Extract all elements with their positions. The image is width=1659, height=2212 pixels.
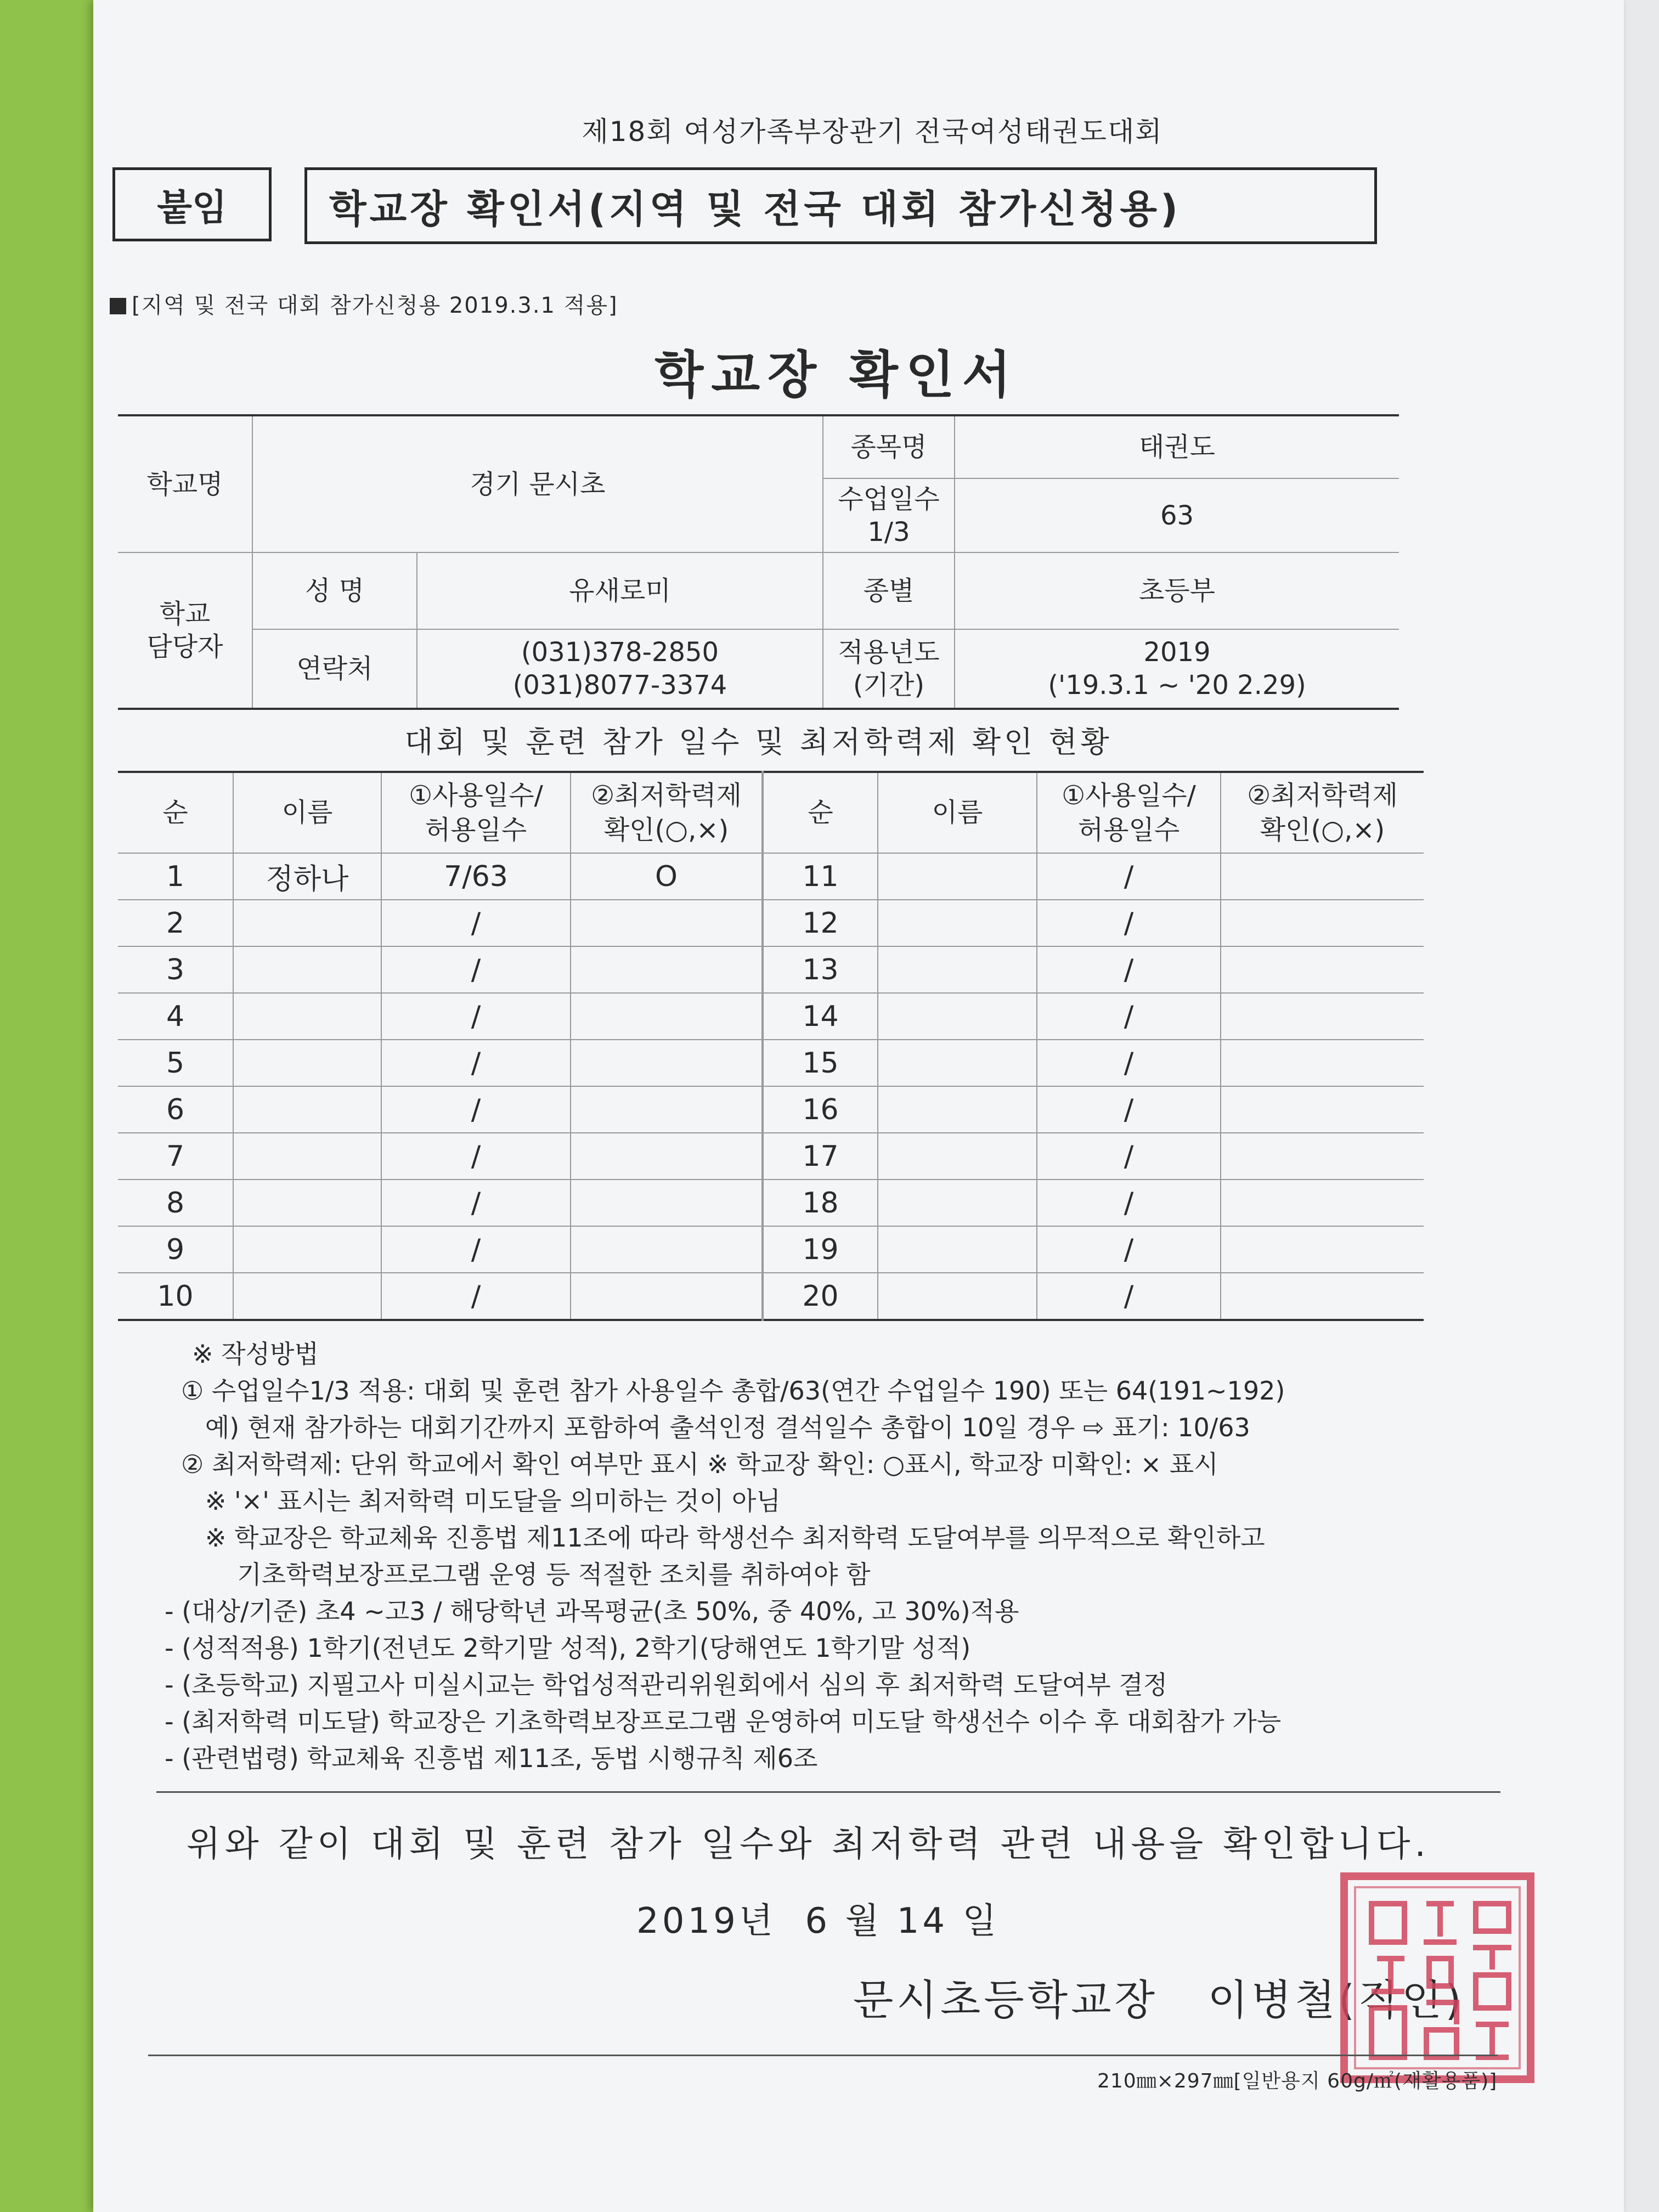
row-check (571, 993, 763, 1040)
row-days: / (1037, 1040, 1221, 1086)
instruction-line: 기초학력보장프로그램 운영 등 적절한 조치를 취하여야 함 (181, 1560, 871, 1589)
attachment-badge: 붙임 (112, 167, 272, 241)
row-check: O (571, 853, 763, 900)
col-check-line-1: ②최저학력제 (1247, 780, 1398, 811)
manager-label: 학교 담당자 (118, 552, 252, 709)
row-name (233, 1040, 381, 1086)
col-days-left (381, 772, 571, 853)
row-days: / (381, 993, 571, 1040)
col-days-line-2: 허용일수 (1077, 814, 1180, 845)
table-row (118, 946, 1424, 993)
row-days: / (381, 1133, 571, 1180)
row-check (571, 1133, 763, 1180)
row-check (1221, 1273, 1424, 1320)
row-name (233, 993, 381, 1040)
row-name (233, 1180, 381, 1226)
row-name (233, 900, 381, 946)
instruction-line: ※ 학교장은 학교체육 진흥법 제11조에 따라 학생선수 최저학력 도달여부를 의무적으로 확인하고 (181, 1523, 1265, 1553)
document-title: 학교장 확인서 (654, 346, 1019, 404)
row-days: / (381, 1040, 571, 1086)
row-name (878, 1086, 1037, 1133)
separator-line (156, 1791, 1500, 1793)
row-name (878, 946, 1037, 993)
row-no: 4 (118, 993, 233, 1040)
row-days: / (1037, 993, 1221, 1040)
row-check (571, 946, 763, 993)
contact-label: 연락처 (252, 629, 417, 709)
row-days: / (1037, 1273, 1221, 1320)
row-days: / (381, 946, 571, 993)
row-check (1221, 1180, 1424, 1226)
name-value: 유새로미 (417, 552, 823, 629)
division-value: 초등부 (955, 552, 1399, 629)
table-row (118, 900, 1424, 946)
row-check (571, 1040, 763, 1086)
row-no: 16 (763, 1086, 878, 1133)
col-days-line-1: ①사용일수/ (409, 780, 543, 811)
square-bullet-icon (110, 298, 126, 314)
row-name (233, 946, 381, 993)
year-label (823, 629, 955, 709)
table-row (118, 993, 1424, 1040)
row-days: / (1037, 1086, 1221, 1133)
row-no: 11 (763, 853, 878, 900)
year-value-period: ('19.3.1 ~ '20 2.29) (1048, 670, 1306, 701)
participation-table (118, 771, 1424, 1321)
row-no: 19 (763, 1226, 878, 1273)
school-value: 경기 문시초 (252, 415, 823, 552)
table-row (118, 1226, 1424, 1273)
row-check (571, 1273, 763, 1320)
contact-phone-1: (031)378-2850 (521, 637, 719, 668)
name-label: 성 명 (252, 552, 417, 629)
row-days: / (1037, 1180, 1221, 1226)
row-name (878, 993, 1037, 1040)
year-label-line-2: (기간) (853, 670, 925, 701)
row-name (878, 853, 1037, 900)
col-check-line-2: 확인(○,×) (603, 814, 729, 845)
row-check (1221, 946, 1424, 993)
row-check (1221, 993, 1424, 1040)
instruction-line: ※ '×' 표시는 최저학력 미도달을 의미하는 것이 아님 (181, 1486, 781, 1516)
row-name (878, 1133, 1037, 1180)
row-name (233, 1226, 381, 1273)
col-days-right (1037, 772, 1221, 853)
row-no: 5 (118, 1040, 233, 1086)
sub-note-text: [지역 및 전국 대회 참가신청용 2019.3.1 적용] (132, 293, 618, 318)
title-box: 학교장 확인서(지역 및 전국 대회 참가신청용) (304, 167, 1377, 244)
row-days: / (381, 1226, 571, 1273)
row-name (878, 1273, 1037, 1320)
year-label-line-1: 적용년도 (838, 637, 940, 668)
row-no: 20 (763, 1273, 878, 1320)
row-days: / (381, 1086, 571, 1133)
days-label: 수업일수 1/3 (823, 478, 955, 552)
instruction-line: - (성적적용) 1학기(전년도 2학기말 성적), 2학기(당해연도 1학기말 성적) (165, 1633, 971, 1663)
row-no: 13 (763, 946, 878, 993)
row-no: 8 (118, 1180, 233, 1226)
instructions-heading: ※ 작성방법 (192, 1339, 319, 1369)
instruction-line: ② 최저학력제: 단위 학교에서 확인 여부만 표시 ※ 학교장 확인: ○표시, 학교장 미확인: × 표시 (181, 1449, 1218, 1479)
col-name-left: 이름 (233, 772, 381, 853)
event-label: 종목명 (823, 415, 955, 478)
instruction-line: ① 수업일수1/3 적용: 대회 및 훈련 참가 사용일수 총합/63(연간 수업일수 190) 또는 64(191~192) (181, 1376, 1285, 1406)
school-label: 학교명 (118, 415, 252, 552)
table-row (118, 853, 1424, 900)
instruction-line: - (관련법령) 학교체육 진흥법 제11조, 동법 시행규칙 제6조 (165, 1743, 818, 1773)
row-check (1221, 900, 1424, 946)
confirmation-statement: 위와 같이 대회 및 훈련 참가 일수와 최저학력 관련 내용을 확인합니다. (187, 1824, 1430, 1865)
row-name (878, 900, 1037, 946)
row-name (878, 1180, 1037, 1226)
row-check (571, 1086, 763, 1133)
contact-value (417, 629, 823, 709)
row-days: / (1037, 1133, 1221, 1180)
instruction-line: - (대상/기준) 초4 ~고3 / 해당학년 과목평균(초 50%, 중 40%, 고 30%)적용 (165, 1596, 1019, 1626)
days-value: 63 (955, 478, 1399, 552)
table-header-row (118, 772, 1424, 853)
col-name-right: 이름 (878, 772, 1037, 853)
instruction-line: 예) 현재 참가하는 대회기간까지 포함하여 출석인정 결석일수 총합이 10일 경우 ⇨ 표기: 10/63 (181, 1413, 1250, 1442)
school-info-table (118, 414, 1399, 710)
row-no: 15 (763, 1040, 878, 1086)
paper-spec-footer: 210㎜×297㎜[일반용지 60g/㎡(재활용품)] (1097, 2070, 1498, 2092)
row-no: 2 (118, 900, 233, 946)
issue-date: 2019년 6 월 14 일 (636, 1901, 1000, 1942)
row-days: / (1037, 946, 1221, 993)
row-no: 18 (763, 1180, 878, 1226)
row-name (233, 1133, 381, 1180)
col-days-line-2: 허용일수 (425, 814, 527, 845)
row-name: 정하나 (233, 853, 381, 900)
row-name (878, 1040, 1037, 1086)
col-no-left: 순 (118, 772, 233, 853)
col-check-right (1221, 772, 1424, 853)
row-no: 12 (763, 900, 878, 946)
table-row (118, 1040, 1424, 1086)
event-header: 제18회 여성가족부장관기 전국여성태권도대회 (582, 116, 1163, 148)
row-check (1221, 1086, 1424, 1133)
row-no: 1 (118, 853, 233, 900)
row-days: 7/63 (381, 853, 571, 900)
instruction-line: - (초등학교) 지필고사 미실시교는 학업성적관리위원회에서 심의 후 최저학력 도달여부 결정 (165, 1670, 1168, 1700)
sub-note (110, 288, 618, 319)
row-name (233, 1273, 381, 1320)
contact-phone-2: (031)8077-3374 (512, 670, 727, 701)
row-no: 14 (763, 993, 878, 1040)
table-row (118, 1133, 1424, 1180)
row-no: 10 (118, 1273, 233, 1320)
section-heading: 대회 및 훈련 참가 일수 및 최저학력제 확인 현황 (404, 725, 1113, 759)
row-check (1221, 1040, 1424, 1086)
table-row (118, 1180, 1424, 1226)
row-check (571, 1180, 763, 1226)
table-row (118, 1273, 1424, 1320)
principal-signature: 문시초등학교장 이병철(직인) (853, 1976, 1465, 2024)
table-row (118, 1086, 1424, 1133)
row-no: 7 (118, 1133, 233, 1180)
row-check (1221, 1133, 1424, 1180)
bottom-rule (148, 2055, 1498, 2056)
col-days-line-1: ①사용일수/ (1062, 780, 1196, 811)
row-check (1221, 853, 1424, 900)
year-value (955, 629, 1399, 709)
row-days: / (1037, 900, 1221, 946)
row-no: 9 (118, 1226, 233, 1273)
row-days: / (381, 1180, 571, 1226)
row-days: / (1037, 853, 1221, 900)
table-body (118, 853, 1424, 1320)
row-no: 6 (118, 1086, 233, 1133)
row-check (1221, 1226, 1424, 1273)
division-label: 종별 (823, 552, 955, 629)
year-value-year: 2019 (1143, 637, 1211, 668)
row-days: / (381, 1273, 571, 1320)
row-name (233, 1086, 381, 1133)
col-check-line-1: ②최저학력제 (591, 780, 742, 811)
row-no: 17 (763, 1133, 878, 1180)
row-check (571, 900, 763, 946)
col-check-line-2: 확인(○,×) (1260, 814, 1385, 845)
official-seal-stamp (1333, 1865, 1542, 2090)
row-name (878, 1226, 1037, 1273)
row-days: / (1037, 1226, 1221, 1273)
event-value: 태권도 (955, 415, 1399, 478)
col-no-right: 순 (763, 772, 878, 853)
row-no: 3 (118, 946, 233, 993)
row-days: / (381, 900, 571, 946)
row-check (571, 1226, 763, 1273)
col-check-left (571, 772, 763, 853)
instruction-line: - (최저학력 미도달) 학교장은 기초학력보장프로그램 운영하여 미도달 학생선수 이수 후 대회참가 가능 (165, 1707, 1282, 1736)
instructions (165, 1336, 1514, 1777)
